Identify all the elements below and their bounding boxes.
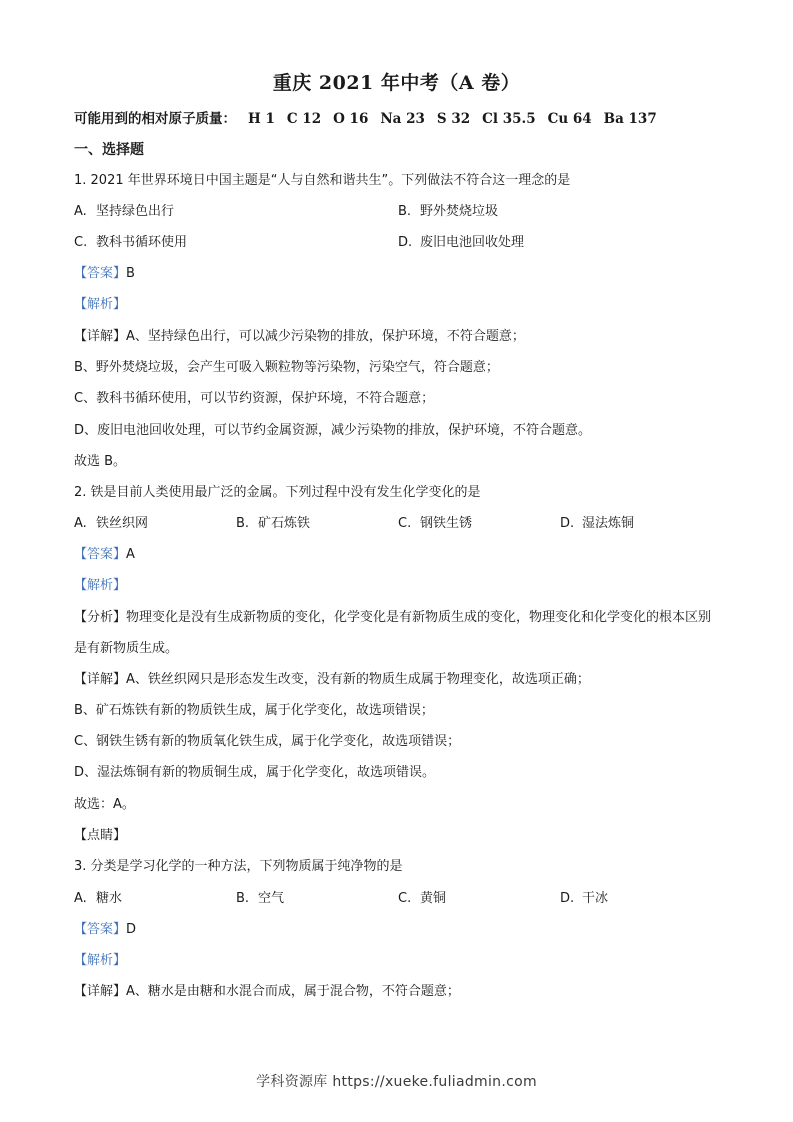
q2-fenxi-paragraph: 【分析】物理变化是没有生成新物质的变化，化学变化是有新物质生成的变化，物理变化和化学变化的根本区别是有新物质生成。 <box>74 610 712 656</box>
q3-analysis-tag: 【解析】 <box>74 953 127 968</box>
atomic-mass-item: C 12 <box>286 111 322 127</box>
q2-conclusion: 故选：A。 <box>74 797 135 812</box>
q2-detail-line: B、矿石炼铁有新的物质铁生成，属于化学变化，故选项错误； <box>74 703 434 718</box>
q3-detail-line: 【详解】A、糖水是由糖和水混合而成，属于混合物，不符合题意； <box>74 984 460 999</box>
q2-option-c: C. 钢铁生锈 <box>398 516 473 531</box>
question-2-stem: 2. 铁是目前人类使用最广泛的金属。下列过程中没有发生化学变化的是 <box>74 485 481 500</box>
q1-option-c: C. 教科书循环使用 <box>74 235 188 250</box>
q1-detail-line: 【详解】A、坚持绿色出行，可以减少污染物的排放，保护环境，不符合题意； <box>74 329 525 344</box>
atomic-masses-line <box>74 110 657 128</box>
q2-detail-line: 【详解】A、铁丝织网只是形态发生改变，没有新的物质生成属于物理变化，故选项正确； <box>74 672 590 687</box>
atomic-mass-item: H 1 <box>248 111 275 127</box>
atomic-mass-item: O 16 <box>333 111 369 127</box>
q1-detail-line: B、野外焚烧垃圾，会产生可吸入颗粒物等污染物，污染空气，符合题意； <box>74 360 499 375</box>
section-heading: 一、选择题 <box>74 142 144 158</box>
footer-source: 学科资源库 https://xueke.fuliadmin.com <box>256 1074 537 1090</box>
q3-option-c: C. 黄铜 <box>398 891 447 906</box>
q2-answer: 【答案】A <box>74 547 135 562</box>
q2-detail-line: C、钢铁生锈有新的物质氧化铁生成，属于化学变化，故选项错误； <box>74 734 461 749</box>
q1-analysis-tag: 【解析】 <box>74 297 127 312</box>
q1-option-d: D. 废旧电池回收处理 <box>398 235 525 250</box>
q2-dianjing-tag: 【点睛】 <box>74 828 127 843</box>
q3-option-d: D. 干冰 <box>560 891 609 906</box>
page-title: 重庆 2021 年中考（A 卷） <box>272 72 521 94</box>
question-3-stem: 3. 分类是学习化学的一种方法，下列物质属于纯净物的是 <box>74 859 403 874</box>
q1-answer: 【答案】B <box>74 266 135 281</box>
q1-detail-line: C、教科书循环使用，可以节约资源，保护环境，不符合题意； <box>74 391 435 406</box>
q2-option-b: B. 矿石炼铁 <box>236 516 311 531</box>
atomic-mass-item: Na 23 <box>380 111 425 127</box>
q3-option-a: A. 糖水 <box>74 891 123 906</box>
atomic-mass-item: S 32 <box>436 111 471 127</box>
atomic-mass-item: Ba 137 <box>603 111 657 127</box>
q2-option-a: A. 铁丝织网 <box>74 516 149 531</box>
atomic-mass-item: Cl 35.5 <box>482 111 536 127</box>
q1-conclusion: 故选 B。 <box>74 454 127 469</box>
q1-option-a: A. 坚持绿色出行 <box>74 204 175 219</box>
q2-analysis-tag: 【解析】 <box>74 578 127 593</box>
atomic-masses-label: 可能用到的相对原子质量： <box>74 111 236 127</box>
question-1-stem: 1. 2021 年世界环境日中国主题是“人与自然和谐共生”。下列做法不符合这一理念的是 <box>74 173 571 188</box>
q3-option-b: B. 空气 <box>236 891 285 906</box>
atomic-mass-item: Cu 64 <box>547 111 592 127</box>
q1-detail-line: D、废旧电池回收处理，可以节约金属资源，减少污染物的排放，保护环境，不符合题意。 <box>74 423 592 438</box>
q2-option-d: D. 湿法炼铜 <box>560 516 635 531</box>
q2-detail-line: D、湿法炼铜有新的物质铜生成，属于化学变化，故选项错误。 <box>74 765 436 780</box>
q1-option-b: B. 野外焚烧垃圾 <box>398 204 499 219</box>
q3-answer: 【答案】D <box>74 922 137 937</box>
